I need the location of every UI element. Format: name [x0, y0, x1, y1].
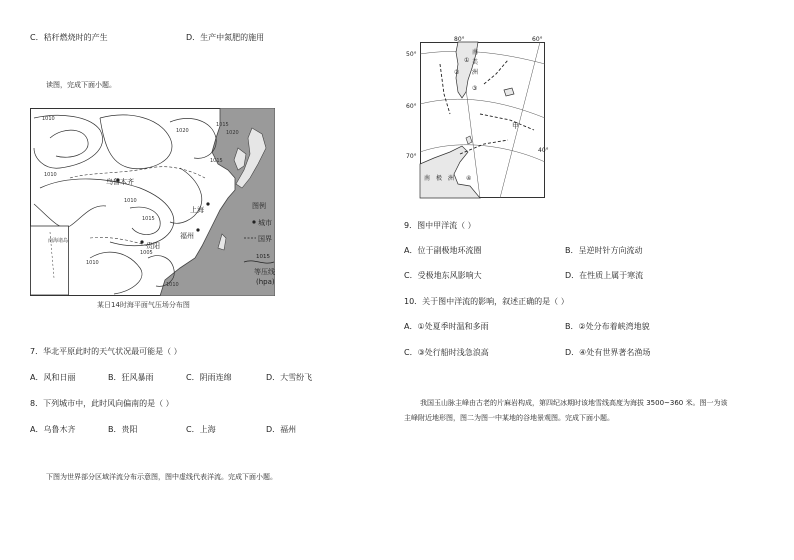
marker-2: ②: [454, 69, 460, 76]
q6-option-d: D．生产中氮肥的施用: [186, 33, 265, 42]
marker-1: ①: [464, 57, 470, 64]
legend-title: 图例: [252, 202, 266, 210]
q8-option-b: B．贵阳: [108, 425, 138, 434]
q9-option-b: B．呈逆时针方向流动: [565, 246, 643, 255]
city-guiyang: 贵阳: [146, 242, 160, 250]
map1-caption: 某日14时海平面气压场分布图: [97, 301, 190, 309]
inset-label: 南海诸岛: [48, 238, 69, 244]
q8-option-a: A．乌鲁木齐: [30, 425, 76, 434]
ocean-current-map: [400, 34, 550, 200]
city-dot: [206, 202, 209, 205]
q8-option-c: C．上海: [186, 425, 216, 434]
q10-option-a: A．①处夏季时温和多雨: [404, 322, 489, 331]
q6-option-c: C．秸秆燃烧时的产生: [30, 33, 108, 42]
q9-option-c: C．受极地东风影响大: [404, 271, 482, 280]
legend-isobar-label: 等压线: [254, 268, 275, 276]
q7-option-a: A．风和日丽: [30, 373, 76, 382]
label-south-america-2: 美: [472, 59, 479, 66]
isobar-label: 1010: [86, 260, 99, 266]
q9-option-d: D．在性质上属于寒流: [565, 271, 644, 280]
city-dot: [196, 228, 199, 231]
label-south-america-3: 洲: [472, 69, 479, 76]
legend-border: 国界: [258, 235, 272, 243]
lon-80: 80°: [454, 36, 465, 43]
intro-text-2: 下图为世界部分区域洋流分布示意图，图中虚线代表洋流。完成下面小题。: [46, 473, 277, 481]
label-antarctica-2: 极: [436, 175, 443, 182]
intro-text-3-line1: 我国玉山脉主峰由古老的片麻岩构成，第四纪冰期时该地雪线高度为海拔 3500~360 米。图一为该: [420, 399, 728, 407]
label-jia: 甲: [512, 122, 519, 130]
lat-70: 70°: [406, 153, 417, 160]
pressure-map: [30, 108, 275, 296]
label-south-america-1: 南: [472, 49, 479, 56]
isobar-label: 1015: [216, 122, 229, 128]
q9-option-a: A．位于副极地环流圈: [404, 246, 482, 255]
legend-isobar-unit: (hpa): [256, 278, 275, 286]
isobar-label: 1005: [140, 250, 153, 256]
isobar-label: 1015: [210, 158, 223, 164]
city-dot: [140, 240, 143, 243]
intro-text-3-line2: 主峰附近地形图，图二为图一中某地的谷地景观图。完成下面小题。: [404, 414, 614, 422]
q7-stem: 7．华北平原此时的天气状况最可能是（ ）: [30, 347, 182, 356]
q8-option-d: D．福州: [266, 425, 297, 434]
isobar-label: 1015: [142, 216, 155, 222]
lon-40: 40°: [538, 147, 549, 154]
isobar-label: 1020: [226, 130, 239, 136]
isobar-label: 1010: [42, 116, 55, 122]
isobar-label: 1010: [124, 198, 137, 204]
isobar-label: 1010: [166, 282, 179, 288]
q10-option-c: C．③处行船时浅急浪高: [404, 348, 489, 357]
marker-4: ④: [466, 175, 472, 182]
q7-option-d: D．大雪纷飞: [266, 373, 313, 382]
isobar-label: 1010: [44, 172, 57, 178]
q10-option-b: B．②处分布着峡湾地貌: [565, 322, 650, 331]
lon-60: 60°: [532, 36, 543, 43]
city-urumqi: 乌鲁木齐: [106, 178, 134, 186]
q8-stem: 8．下列城市中，此时风向偏南的是（ ）: [30, 399, 174, 408]
legend-isobar-value: 1015: [256, 254, 270, 260]
marker-3: ③: [472, 85, 478, 92]
legend-city-dot: [252, 220, 255, 223]
label-antarctica-3: 洲: [448, 175, 455, 182]
lat-60: 60°: [406, 103, 417, 110]
city-shanghai: 上海: [190, 206, 204, 214]
isobar-label: 1020: [176, 128, 189, 134]
city-fuzhou: 福州: [180, 232, 194, 240]
q10-option-d: D．④处有世界著名渔场: [565, 348, 651, 357]
q7-option-c: C．阴雨连绵: [186, 373, 232, 382]
q9-stem: 9．图中甲洋流（ ）: [404, 221, 476, 230]
label-antarctica-1: 南: [424, 175, 431, 182]
lat-50: 50°: [406, 51, 417, 58]
q10-stem: 10．关于图中洋流的影响，叙述正确的是（ ）: [404, 297, 569, 306]
intro-text-1: 读图，完成下面小题。: [46, 81, 116, 89]
legend-city: 城市: [258, 219, 272, 227]
q7-option-b: B．狂风暴雨: [108, 373, 154, 382]
